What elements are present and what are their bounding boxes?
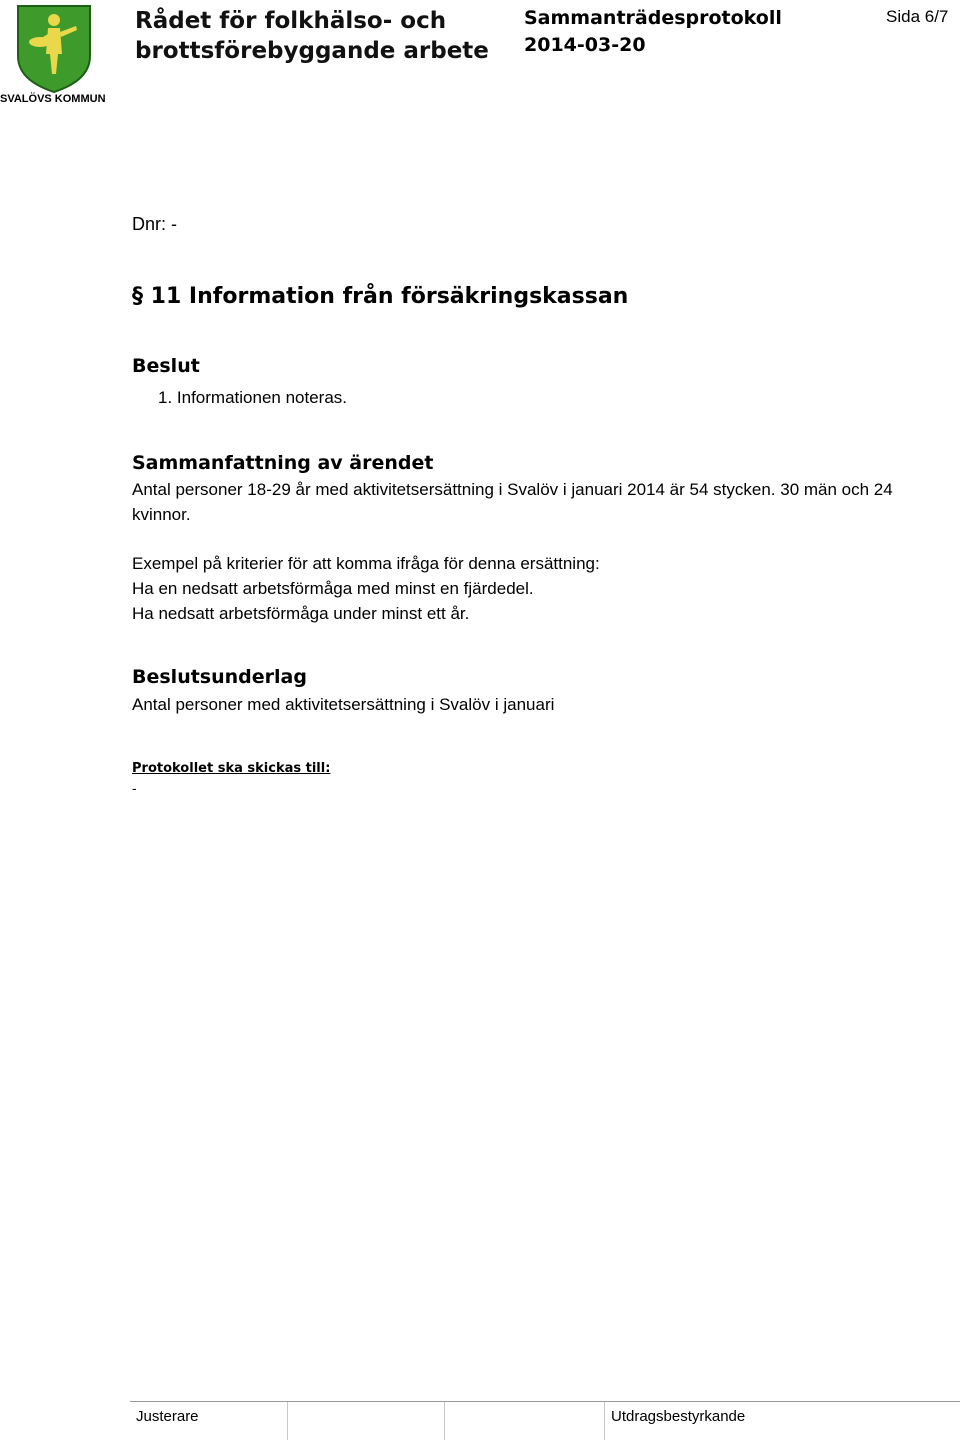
diary-number: Dnr: - <box>132 214 177 234</box>
distribution-text: - <box>132 780 137 796</box>
page-number: Sida 6/7 <box>886 7 949 26</box>
signature-box <box>445 1402 605 1440</box>
signature-box <box>288 1402 445 1440</box>
signature-footer <box>130 1401 960 1440</box>
document-title: Sammanträdesprotokoll <box>524 7 782 29</box>
section-heading: § 11 Information från försäkringskassan <box>132 284 629 309</box>
summary-text: Antal personer 18-29 år med aktivitetsersättning i Svalöv i januari 2014 är 54 stycken. 30 män och 24 kvinnor. <box>132 480 893 524</box>
criteria-list <box>132 551 942 626</box>
basis-heading: Beslutsunderlag <box>132 666 307 688</box>
basis-text: Antal personer med aktivitetsersättning i Svalöv i januari <box>132 695 555 714</box>
summary-heading: Sammanfattning av ärendet <box>132 452 434 474</box>
committee-name: Rådet för folkhälso- och brottsförebyggande arbete <box>135 8 489 64</box>
distribution-heading: Protokollet ska skickas till: <box>132 761 331 776</box>
justerare-label: Justerare <box>130 1402 288 1440</box>
decision-item: 1. Informationen noteras. <box>158 388 348 407</box>
criteria-line: Ha nedsatt arbetsförmåga under minst ett år. <box>132 604 470 623</box>
criteria-line: Ha en nedsatt arbetsförmåga med minst en fjärdedel. <box>132 579 534 598</box>
coat-of-arms-icon <box>14 4 94 94</box>
decision-heading: Beslut <box>132 355 200 377</box>
utdrag-label: Utdragsbestyrkande <box>611 1408 746 1425</box>
criteria-line: Exempel på kriterier för att komma ifråga för denna ersättning: <box>132 554 600 573</box>
document-date: 2014-03-20 <box>524 34 646 56</box>
organization-name: SVALÖVS KOMMUN <box>0 93 106 105</box>
